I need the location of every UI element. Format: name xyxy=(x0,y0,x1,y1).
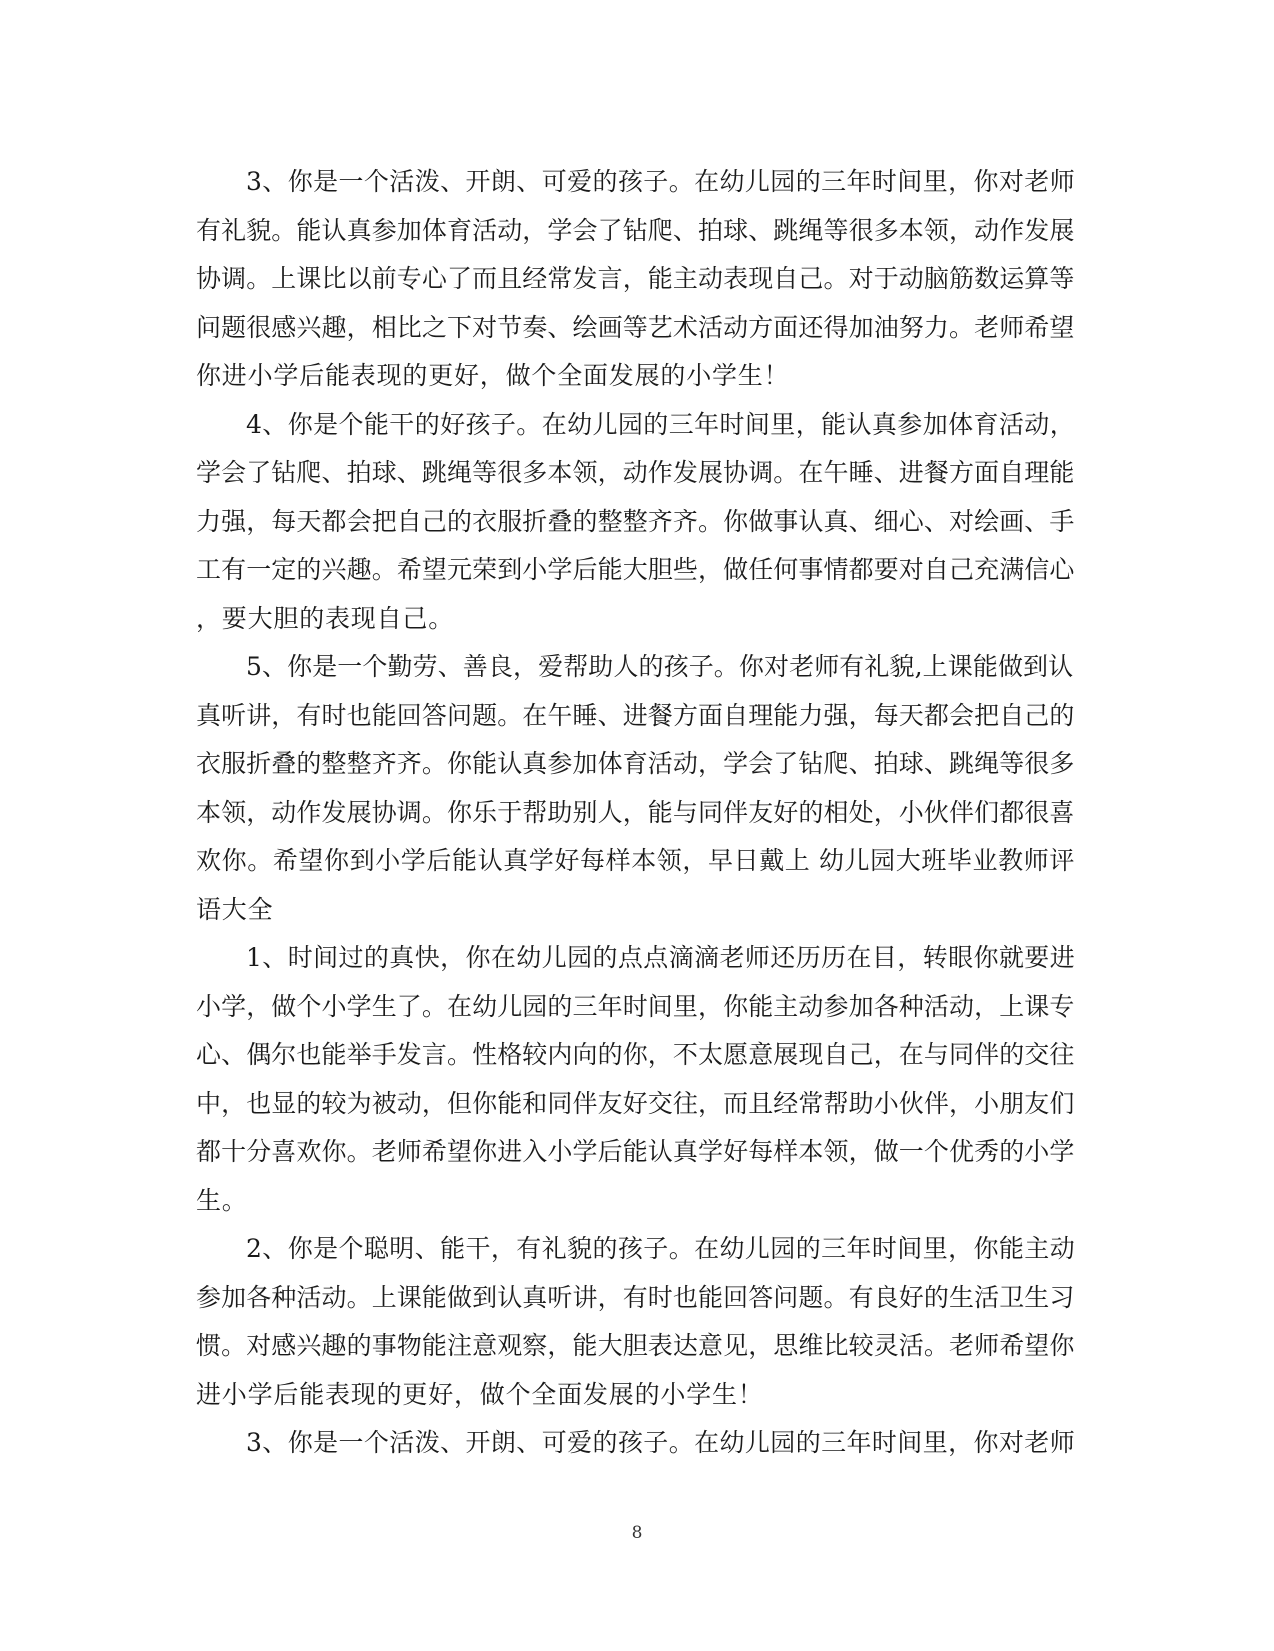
text-line: 3、你是一个活泼、开朗、可爱的孩子。在幼儿园的三年时间里，你对老师 xyxy=(246,167,1076,196)
text-line: 有礼貌。能认真参加体育活动，学会了钻爬、拍球、跳绳等很多本领，动作发展 xyxy=(196,215,1075,245)
text-line: 学会了钻爬、拍球、跳绳等很多本领，动作发展协调。在午睡、进餐方面自理能 xyxy=(196,458,1075,487)
text-line: 你进小学后能表现的更好，做个全面发展的小学生！ xyxy=(196,361,790,390)
text-line: 问题很感兴趣，相比之下对节奏、绘画等艺术活动方面还得加油努力。老师希望 xyxy=(196,312,1075,342)
text-line: 中，也显的较为被动，但你能和同伴友好交往，而且经常帮助小伙伴，小朋友们 xyxy=(196,1088,1075,1118)
text-line: 2、你是个聪明、能干，有礼貌的孩子。在幼儿园的三年时间里，你能主动 xyxy=(246,1234,1076,1263)
text-line: 5、你是一个勤劳、善良，爱帮助人的孩子。你对老师有礼貌,上课能做到认 xyxy=(246,652,1074,681)
text-line: 1、时间过的真快，你在幼儿园的点点滴滴老师还历历在目，转眼你就要进 xyxy=(246,943,1076,972)
text-line: 都十分喜欢你。老师希望你进入小学后能认真学好每样本领，做一个优秀的小学 xyxy=(196,1137,1075,1166)
text-line: 欢你。希望你到小学后能认真学好每样本领，早日戴上 幼儿园大班毕业教师评 xyxy=(196,846,1075,875)
text-line: 心、偶尔也能举手发言。性格较内向的你，不太愿意展现自己，在与同伴的交往 xyxy=(196,1040,1075,1069)
text-line: 进小学后能表现的更好，做个全面发展的小学生！ xyxy=(196,1379,764,1409)
page-number: 8 xyxy=(631,1523,643,1543)
text-line: 衣服折叠的整整齐齐。你能认真参加体育活动，学会了钻爬、拍球、跳绳等很多 xyxy=(196,749,1075,778)
document-body xyxy=(196,158,1076,1468)
text-line: 参加各种活动。上课能做到认真听讲，有时也能回答问题。有良好的生活卫生习 xyxy=(196,1282,1075,1312)
text-line: 真听讲，有时也能回答问题。在午睡、进餐方面自理能力强，每天都会把自己的 xyxy=(196,700,1075,730)
text-line: 本领，动作发展协调。你乐于帮助别人，能与同伴友好的相处，小伙伴们都很喜 xyxy=(196,797,1075,827)
text-line: ，要大胆的表现自己。 xyxy=(196,603,455,633)
text-line: 工有一定的兴趣。希望元荣到小学后能大胆些，做任何事情都要对自己充满信心 xyxy=(196,555,1075,584)
text-line: 协调。上课比以前专心了而且经常发言，能主动表现自己。对于动脑筋数运算等 xyxy=(196,264,1075,293)
text-line: 小学，做个小学生了。在幼儿园的三年时间里，你能主动参加各种活动，上课专 xyxy=(196,991,1075,1021)
text-line: 生。 xyxy=(196,1185,248,1215)
text-line: 语大全 xyxy=(196,894,274,924)
text-line: 力强，每天都会把自己的衣服折叠的整整齐齐。你做事认真、细心、对绘画、手 xyxy=(196,506,1075,536)
text-line: 4、你是个能干的好孩子。在幼儿园的三年时间里，能认真参加体育活动， xyxy=(246,409,1076,439)
text-line: 惯。对感兴趣的事物能注意观察，能大胆表达意见，思维比较灵活。老师希望你 xyxy=(196,1331,1075,1360)
text-line: 3、你是一个活泼、开朗、可爱的孩子。在幼儿园的三年时间里，你对老师 xyxy=(246,1428,1076,1457)
